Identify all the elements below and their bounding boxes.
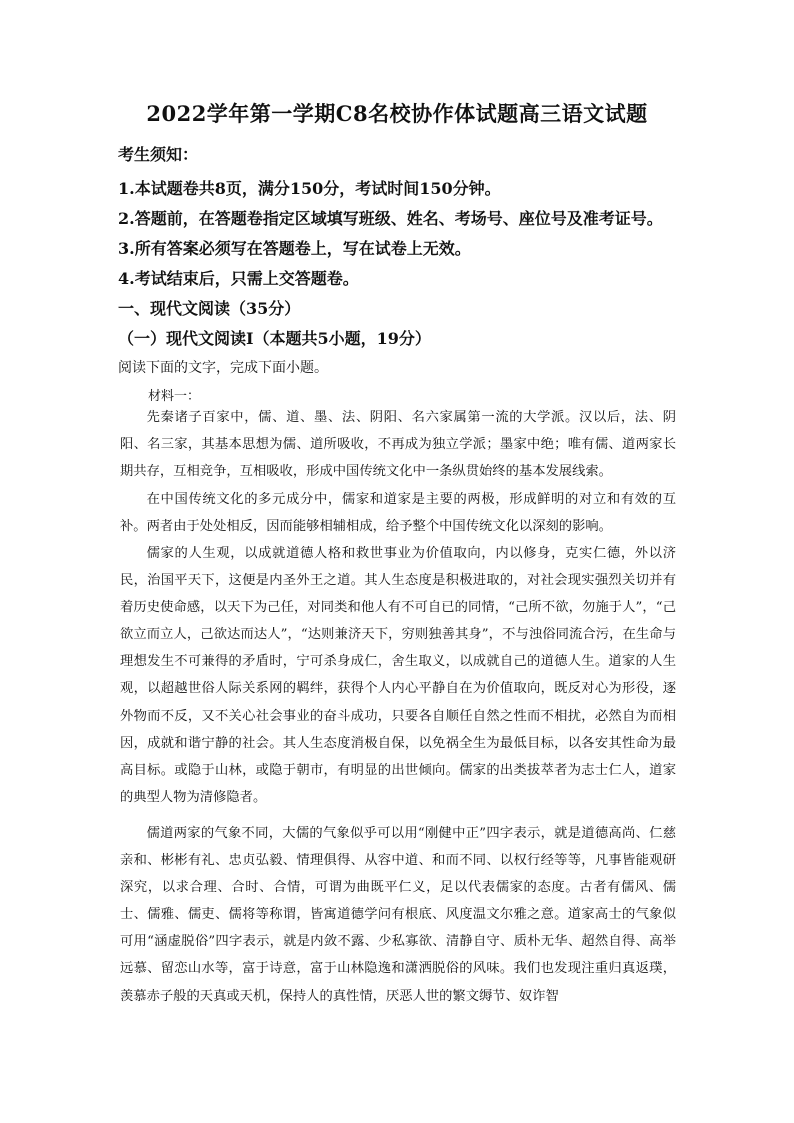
notice-item: 2.答题前，在答题卷指定区域填写班级、姓名、考场号、座位号及准考证号。 — [118, 209, 663, 228]
section-heading: 一、现代文阅读（35分） — [118, 299, 301, 318]
material-label: 材料一： — [148, 389, 201, 404]
notice-heading: 考生须知： — [118, 145, 199, 164]
notice-item: 4.考试结束后，只需上交答题卷。 — [118, 269, 359, 288]
passage-paragraph: 在中国传统文化的多元成分中，儒家和道家是主要的两极，形成鲜明的对立和有效的互补。两者由于处处相反，因而能够相辅相成，给予整个中国传统文化以深刻的影响。 — [120, 492, 676, 535]
passage-paragraph: 儒道两家的气象不同，大儒的气象似乎可以用“刚健中正”四字表示，就是道德高尚、仁慈亲和、彬彬有礼、忠贞弘毅、情理俱得、从容中道、和而不同、以权行经等等，凡事皆能观研深究，以求合理、合时、合情，可谓为曲既平仁义，足以代表儒家的态度。古者有儒风、儒士、儒雅、儒吏、儒将等称谓，皆寓道德学问有根底、风度温文尔雅之意。道家高士的气象似可用“涵虚脱俗”四字表示，就是内敛不露、少私寡欲、清静自守、质朴无华、超然自得、高举远慕、留恋山水等，富于诗意，富于山林隐逸和潇洒脱俗的风味。我们也发现注重归真返璞，羡慕赤子般的天真或天机，保持人的真性情，厌恶人世的繁文缛节、奴诈智 — [120, 826, 676, 1004]
reading-instruction: 阅读下面的文字，完成下面小题。 — [118, 360, 328, 376]
passage-paragraph: 先秦诸子百家中，儒、道、墨、法、阴阳、名六家属第一流的大学派。汉以后，法、阴阳、名三家，其基本思想为儒、道所吸收，不再成为独立学派；墨家中绝；唯有儒、道两家长期共存，互相竞争，互相吸收，形成中国传统文化中一条纵贯始终的基本发展线索。 — [120, 410, 676, 480]
notice-item: 3.所有答案必须写在答题卷上，写在试卷上无效。 — [118, 239, 471, 258]
exam-title: 2022学年第一学期C8名校协作体试题高三语文试题 — [146, 101, 648, 126]
passage-paragraph: 儒家的人生观，以成就道德人格和救世事业为价值取向，内以修身，克实仁德，外以济民，治国平天下，这便是内圣外王之道。其人生态度是积极进取的，对社会现实强烈关切并有着历史使命感，以天下为己任，对同类和他人有不可自已的同情，“己所不欲，勿施于人”，“己欲立而立人，己欲达而达人”，“达则兼济天下，穷则独善其身”，不与浊俗同流合污，在生命与理想发生不可兼得的矛盾时，宁可杀身成仁，舍生取义，以成就自己的道德人生。道家的人生观，以超越世俗人际关系网的羁绊，获得个人内心平静自在为价值取向，既反对心为形役，逐外物而不反，又不关心社会事业的奋斗成功，只要各自顺任自然之性而不相扰，必然自为而相因，成就和谐宁静的社会。其人生态度消极自保，以免祸全生为最低目标，以各安其性命为最高目标。或隐于山林，或隐于朝市，有明显的出世倾向。儒家的出类拔萃者为志士仁人，道家的典型人物为清修隐者。 — [120, 546, 676, 805]
section-subheading: （一）现代文阅读Ⅰ（本题共5小题，19分） — [118, 329, 431, 348]
notice-item: 1.本试题卷共8页，满分150分，考试时间150分钟。 — [118, 179, 501, 198]
